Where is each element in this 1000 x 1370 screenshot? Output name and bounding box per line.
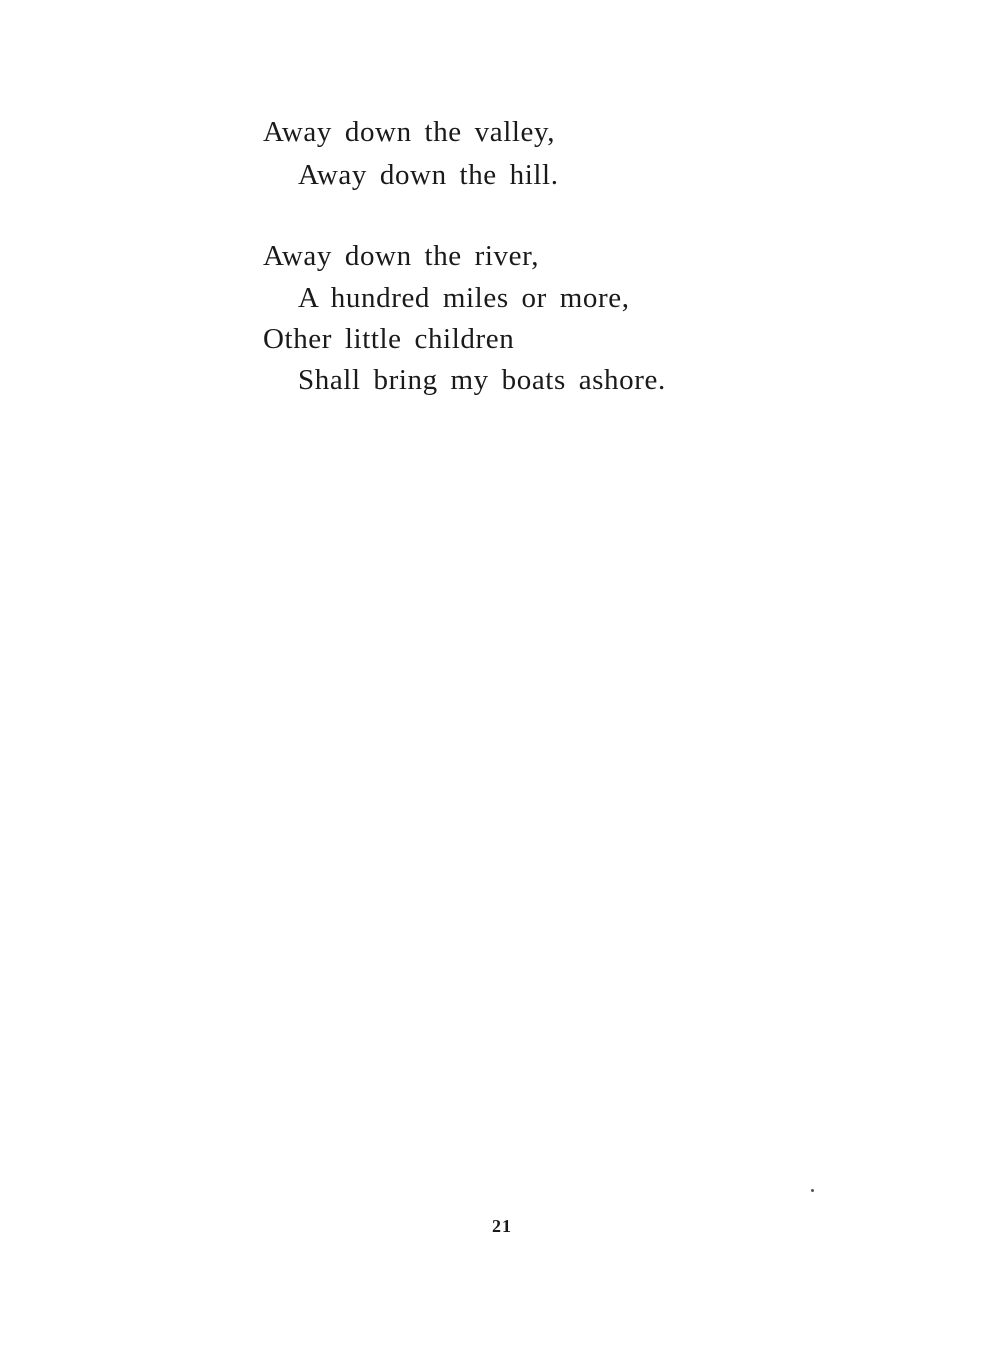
poem-line: Other little children — [263, 323, 515, 355]
poem-line: Shall bring my boats ashore. — [298, 364, 666, 396]
scan-speck — [811, 1189, 814, 1192]
poem-line: Away down the hill. — [298, 159, 559, 191]
page-number: 21 — [492, 1216, 512, 1236]
poem-line: A hundred miles or more, — [298, 282, 630, 314]
poem-line: Away down the river, — [263, 240, 540, 272]
poem-line: Away down the valley, — [263, 116, 556, 148]
